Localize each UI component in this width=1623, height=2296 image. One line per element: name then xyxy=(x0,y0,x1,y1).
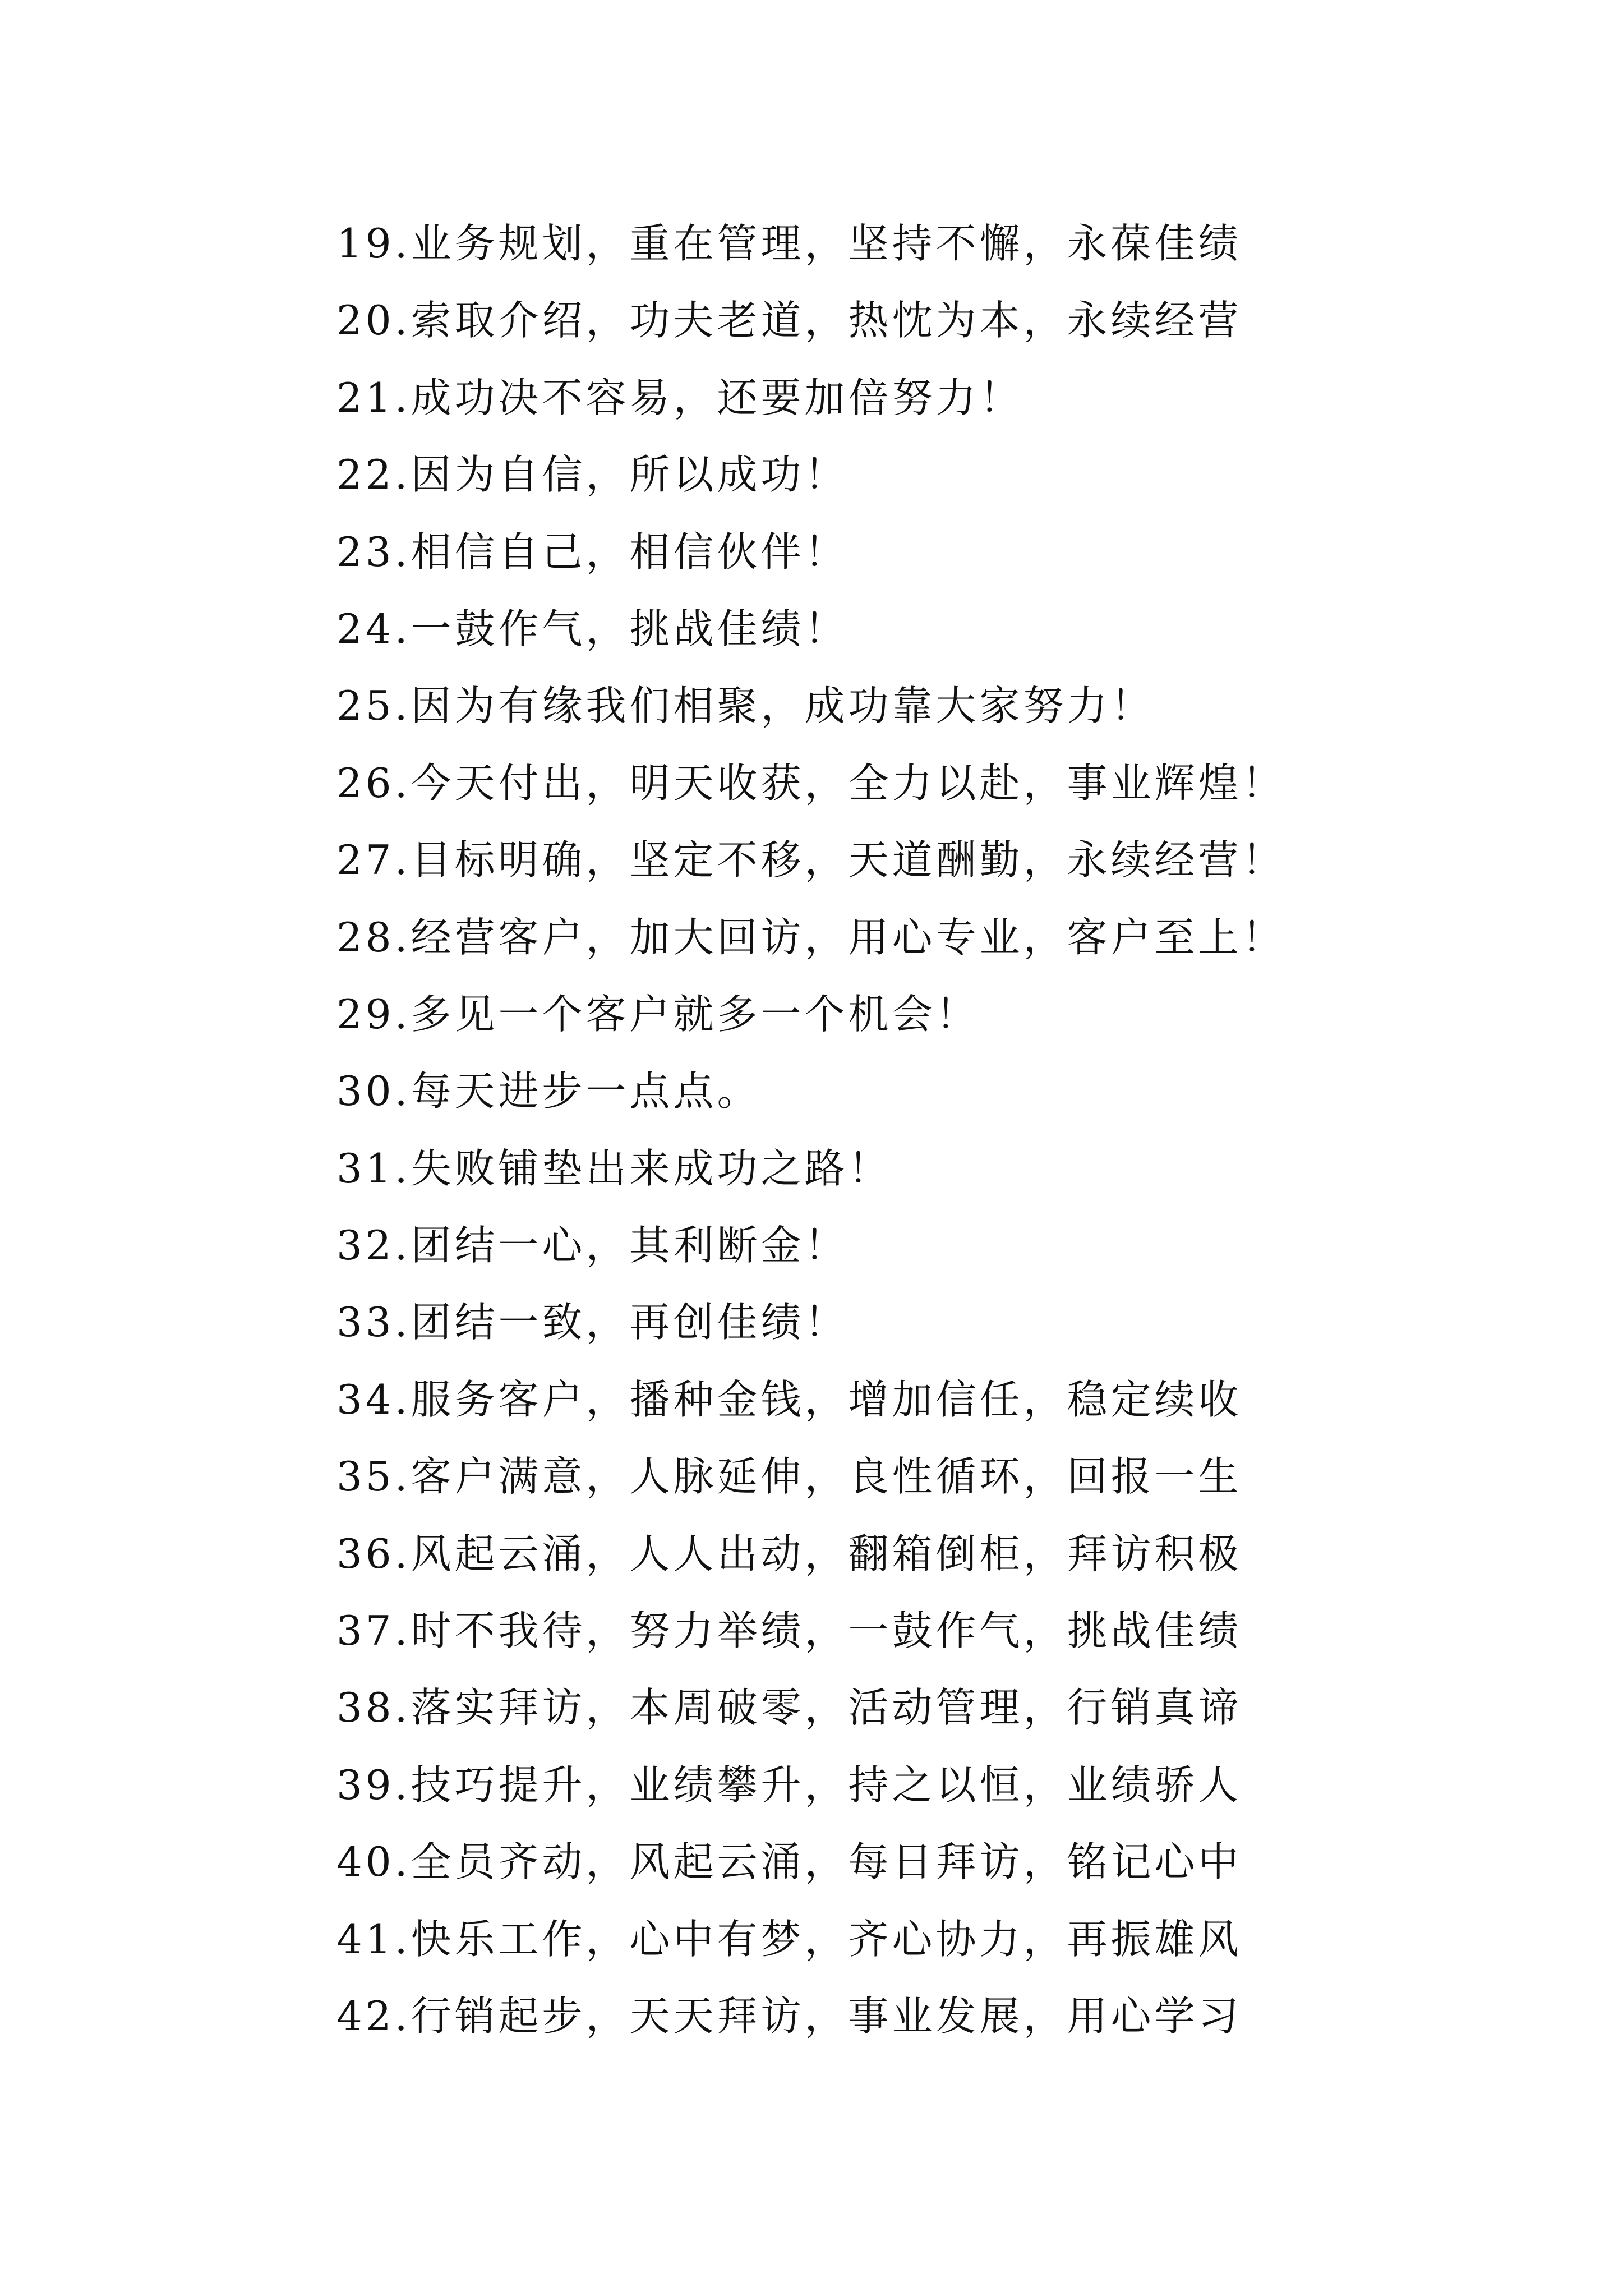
list-item: 31.失败铺垫出来成功之路！ xyxy=(336,1144,892,1192)
list-item: 40.全员齐动，风起云涌，每日拜访，铭记心中 xyxy=(336,1838,1242,1886)
list-item: 20.索取介绍，功夫老道，热忱为本，永续经营 xyxy=(336,297,1242,344)
list-item: 25.因为有缘我们相聚，成功靠大家努力！ xyxy=(336,682,1155,730)
list-item: 27.目标明确，坚定不移，天道酬勤，永续经营！ xyxy=(336,836,1286,884)
list-item: 36.风起云涌，人人出动，翻箱倒柜，拜访积极 xyxy=(336,1530,1242,1577)
list-item: 37.时不我待，努力举绩，一鼓作气，挑战佳绩 xyxy=(336,1607,1242,1655)
list-item: 33.团结一致，再创佳绩！ xyxy=(336,1299,849,1346)
list-item: 30.每天进步一点点。 xyxy=(336,1068,761,1115)
list-item: 22.因为自信，所以成功！ xyxy=(336,451,849,499)
list-item: 41.快乐工作，心中有梦，齐心协力，再振雄风 xyxy=(336,1915,1242,1963)
slogan-list xyxy=(336,205,1598,2055)
list-item: 42.行销起步，天天拜访，事业发展，用心学习 xyxy=(336,1992,1242,2040)
list-item: 24.一鼓作气，挑战佳绩！ xyxy=(336,605,849,652)
list-item: 32.团结一心，其利断金！ xyxy=(336,1222,849,1269)
list-item: 21.成功决不容易，还要加倍努力！ xyxy=(336,374,1023,421)
list-item: 19.业务规划，重在管理，坚持不懈，永葆佳绩 xyxy=(336,220,1242,267)
list-item: 35.客户满意，人脉延伸，良性循环，回报一生 xyxy=(336,1453,1242,1501)
list-item: 29.多见一个客户就多一个机会！ xyxy=(336,990,980,1038)
list-item: 28.经营客户，加大回访，用心专业，客户至上！ xyxy=(336,913,1286,961)
list-item: 34.服务客户，播种金钱，增加信任，稳定续收 xyxy=(336,1375,1242,1423)
list-item: 23.相信自己，相信伙伴！ xyxy=(336,528,849,576)
list-item: 26.今天付出，明天收获，全力以赴，事业辉煌！ xyxy=(336,759,1286,807)
list-item: 38.落实拜访，本周破零，活动管理，行销真谛 xyxy=(336,1684,1242,1732)
list-item: 39.技巧提升，业绩攀升，持之以恒，业绩骄人 xyxy=(336,1761,1242,1809)
